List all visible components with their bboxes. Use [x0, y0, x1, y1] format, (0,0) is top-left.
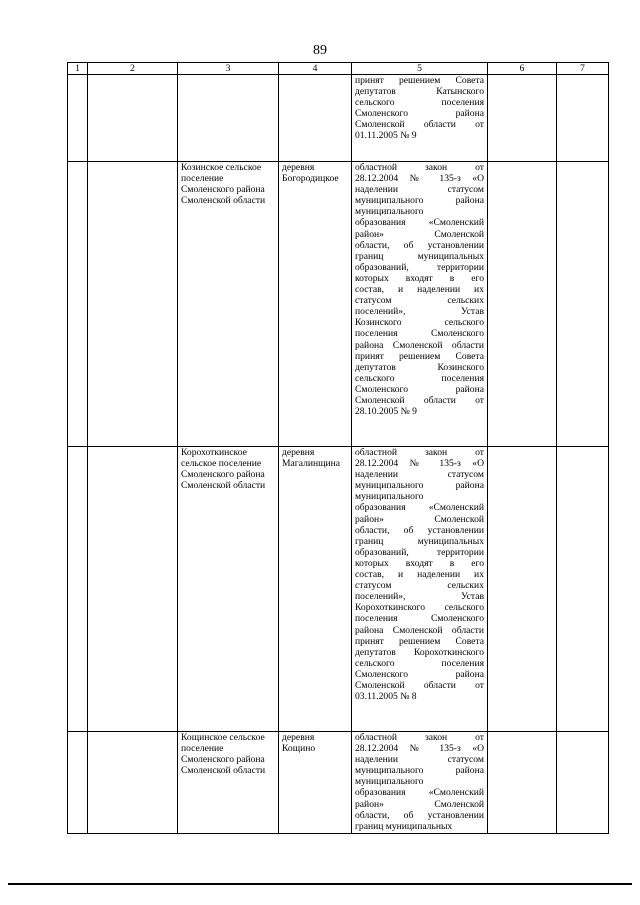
cell-text-line: принят решением Совета: [355, 350, 484, 362]
cell-text-line: состав, и наделении их: [355, 284, 484, 296]
table-cell-empty: [88, 75, 178, 162]
column-header: 1: [68, 63, 88, 75]
table-cell-empty: [488, 447, 557, 732]
table-row: [68, 75, 609, 162]
cell-text-line: принят решением Совета: [355, 75, 484, 86]
cell-text-line: деревня: [282, 447, 315, 458]
cell-text-line: 28.12.2004 № 135-з «О: [355, 743, 484, 755]
cell-text-line: Смоленской области: [181, 480, 266, 492]
cell-text-line: Смоленского района: [181, 184, 265, 196]
cell-text-line: областной закон от: [355, 732, 484, 743]
table-cell-col5: [352, 447, 488, 732]
cell-text-line: областной закон от: [355, 162, 484, 173]
cell-text-line: 28.12.2004 № 135-з «О: [355, 173, 484, 185]
cell-text-line: Кощино: [282, 743, 316, 755]
cell-text-line: наделении статусом: [355, 754, 484, 766]
document-table: [67, 62, 609, 834]
table-cell-empty: [557, 447, 609, 732]
cell-text-line: образований, территории: [355, 261, 484, 273]
table-cell-col3: [178, 447, 279, 732]
table-cell-col5: [352, 732, 488, 834]
table-row: [68, 447, 609, 732]
cell-text-line: поселений», Устав: [355, 306, 484, 318]
bottom-rule: [8, 883, 632, 885]
table-cell-empty: [88, 447, 178, 732]
cell-text-line: области, об установлении: [355, 239, 484, 251]
table-cell-empty: [557, 75, 609, 162]
cell-text-line: образования «Смоленский: [355, 217, 484, 229]
table-cell-col4: [279, 447, 352, 732]
table-cell-empty: [68, 732, 88, 834]
table-cell-empty: [557, 162, 609, 447]
cell-text-line: наделении статусом: [355, 469, 484, 481]
table-cell-empty: [68, 75, 88, 162]
cell-text-line: 01.11.2005 № 9: [355, 130, 417, 142]
cell-text-line: состав, и наделении их: [355, 569, 484, 581]
cell-text-line: района Смоленской области: [355, 624, 484, 636]
cell-text-line: муниципального района: [355, 765, 484, 777]
column-header: 2: [88, 63, 178, 75]
cell-text-line: границ муниципальных: [355, 535, 484, 547]
cell-text-line: сельского поселения: [355, 372, 484, 384]
cell-text-line: статусом сельских: [355, 580, 484, 592]
cell-text-line: Смоленского района: [181, 754, 265, 766]
cell-text-line: поселений», Устав: [355, 591, 484, 603]
cell-text-line: границ муниципальных: [355, 250, 484, 262]
cell-text-line: которых входят в его: [355, 272, 484, 284]
cell-text-line: принят решением Совета: [355, 635, 484, 647]
table-cell-empty: [68, 162, 88, 447]
cell-text-line: границ муниципальных: [355, 820, 453, 832]
cell-text-line: депутатов Козинского: [355, 361, 484, 373]
cell-text-line: Козинского сельского: [355, 317, 484, 329]
cell-text-line: район» Смоленской: [355, 228, 484, 240]
cell-text-line: Магалинщина: [282, 458, 341, 470]
page-number: 89: [313, 43, 327, 58]
cell-text-line: сельского поселения: [355, 657, 484, 669]
cell-text-line: области, об установлении: [355, 524, 484, 536]
table-cell-col5: [352, 162, 488, 447]
cell-text-line: Смоленского района: [181, 469, 265, 481]
table-cell-col5: [352, 75, 488, 162]
table-cell-col4: [279, 162, 352, 447]
cell-text-line: поселение: [181, 743, 224, 755]
cell-text-line: деревня: [282, 162, 315, 173]
cell-text-line: Смоленского района: [355, 668, 484, 680]
cell-text-line: депутатов Корохоткинского: [355, 646, 484, 658]
table-row: [68, 732, 609, 834]
cell-text-line: Смоленской области от: [355, 394, 484, 406]
cell-text-line: областной закон от: [355, 447, 484, 458]
cell-text-line: район» Смоленской: [355, 513, 484, 525]
column-header: 5: [352, 63, 488, 75]
cell-text-line: поселение: [181, 173, 224, 185]
cell-text-line: деревня: [282, 732, 315, 743]
cell-text-line: Смоленской области: [181, 195, 266, 207]
table-row: [68, 162, 609, 447]
cell-text-line: образования «Смоленский: [355, 502, 484, 514]
cell-text-line: 28.12.2004 № 135-з «О: [355, 458, 484, 470]
cell-text-line: области, об установлении: [355, 809, 484, 821]
column-header: 6: [488, 63, 557, 75]
cell-text-line: Корохоткинского сельского: [355, 602, 484, 614]
table-cell-empty: [88, 162, 178, 447]
table-cell-empty: [68, 447, 88, 732]
table-cell-empty: [488, 732, 557, 834]
cell-text-line: муниципального района: [355, 195, 484, 207]
cell-text-line: Корохоткинское: [181, 447, 247, 458]
cell-text-line: муниципального: [355, 206, 424, 218]
cell-text-line: образований, территории: [355, 546, 484, 558]
cell-text-line: Смоленской области от: [355, 679, 484, 691]
cell-text-line: Кощинское сельское: [181, 732, 265, 743]
cell-text-line: Смоленского района: [355, 108, 484, 120]
cell-text-line: муниципального района: [355, 480, 484, 492]
table-cell-col3: [178, 75, 279, 162]
cell-text-line: Богородицкое: [282, 173, 339, 185]
table-cell-empty: [488, 75, 557, 162]
cell-text-line: 28.10.2005 № 9: [355, 406, 417, 418]
cell-text-line: образования «Смоленский: [355, 787, 484, 799]
column-header: 3: [178, 63, 279, 75]
cell-text-line: поселения Смоленского: [355, 613, 484, 625]
cell-text-line: поселения Смоленского: [355, 328, 484, 340]
table-cell-empty: [557, 732, 609, 834]
table-cell-col4: [279, 75, 352, 162]
cell-text-line: сельское поселение: [181, 458, 262, 470]
cell-text-line: 03.11.2005 № 8: [355, 691, 417, 703]
cell-text-line: Смоленской области: [181, 765, 266, 777]
cell-text-line: депутатов Катынского: [355, 86, 484, 98]
cell-text-line: наделении статусом: [355, 184, 484, 196]
table-cell-col3: [178, 162, 279, 447]
cell-text-line: которых входят в его: [355, 557, 484, 569]
column-header: 7: [557, 63, 609, 75]
table-cell-empty: [88, 732, 178, 834]
cell-text-line: муниципального: [355, 776, 424, 788]
cell-text-line: Козинское сельское: [181, 162, 262, 173]
cell-text-line: район» Смоленской: [355, 798, 484, 810]
cell-text-line: Смоленского района: [355, 383, 484, 395]
cell-text-line: муниципального: [355, 491, 424, 503]
cell-text-line: района Смоленской области: [355, 339, 484, 351]
table-cell-col3: [178, 732, 279, 834]
cell-text-line: сельского поселения: [355, 97, 484, 109]
table-cell-empty: [488, 162, 557, 447]
header-row: [68, 63, 609, 75]
cell-text-line: Смоленской области от: [355, 119, 484, 131]
cell-text-line: статусом сельских: [355, 295, 484, 307]
column-header: 4: [279, 63, 352, 75]
table-cell-col4: [279, 732, 352, 834]
